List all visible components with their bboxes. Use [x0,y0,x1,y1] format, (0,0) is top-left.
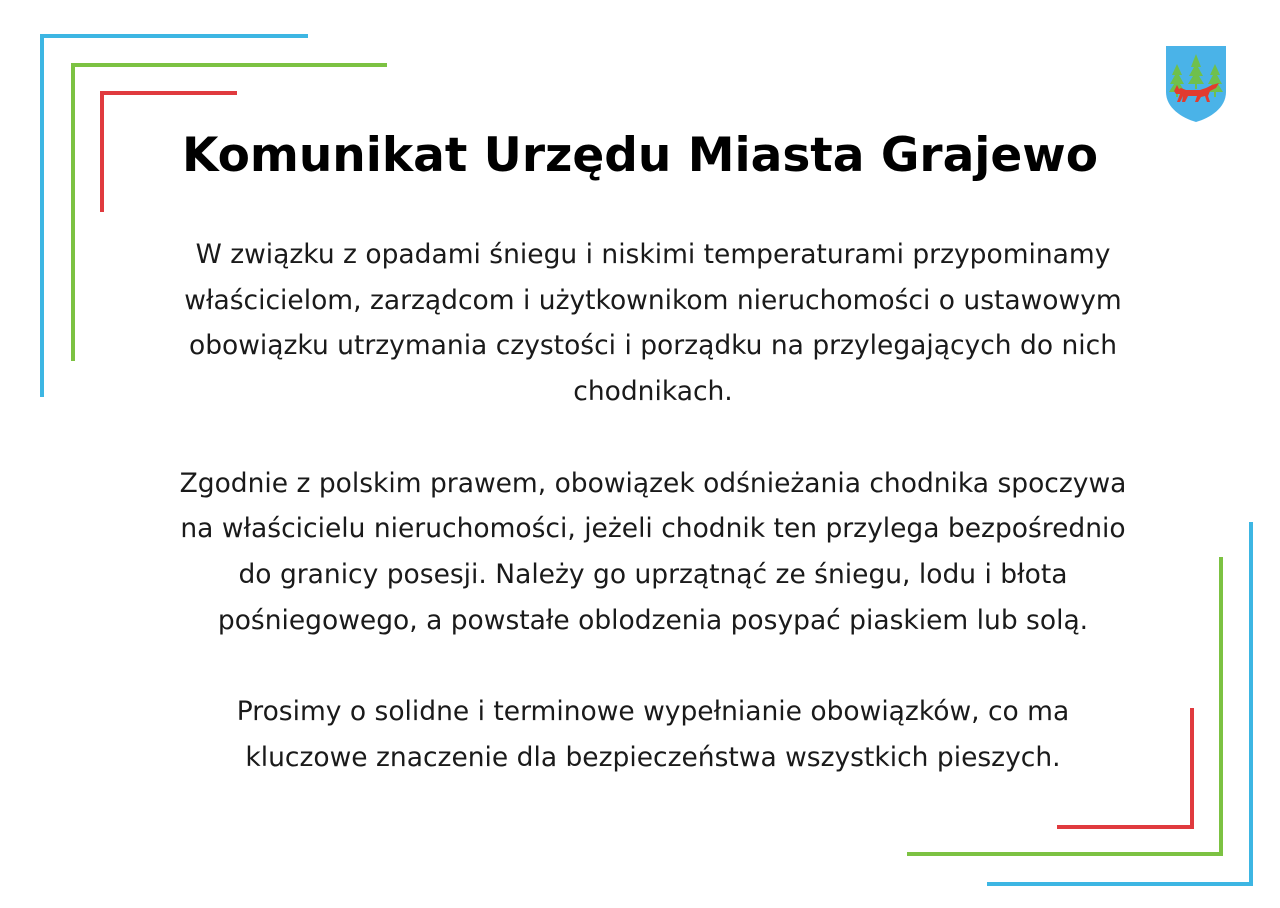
corner-frame-bottom-right-green-side [1219,557,1223,856]
corner-frame-bottom-right-blue-side [1249,522,1253,886]
page-title: Komunikat Urzędu Miasta Grajewo [181,128,1099,183]
announcement-paragraph-2: Zgodnie z polskim prawem, obowiązek odśnieżania chodnika spoczywa na właścicielu nieruchomości, jeżeli chodnik ten przylega bezpośrednio do granicy posesji. Należy go uprzątnąć ze śniegu, lodu i błota pośniegowego, a powstałe oblodzenia posypać piaskiem lub solą. [179,467,1127,636]
corner-frame-top-left-blue-top [40,34,308,38]
announcement-body [90,232,1216,780]
corner-frame-top-left-blue-side [40,34,44,397]
announcement-paragraph-1: W związku z opadami śniegu i niskimi temperaturami przypominamy właścicielom, zarządcom i użytkownikom nieruchomości o ustawowym obowiązku utrzymania czystości i porządku na przylegających do nich chodnikach. [184,239,1122,408]
corner-frame-top-left-green-top [71,63,387,67]
corner-frame-bottom-right-green-bottom [907,852,1223,856]
corner-frame-bottom-right-blue-bottom [987,882,1253,886]
announcement-paragraph-3: Prosimy o solidne i terminowe wypełnianie obowiązków, co ma kluczowe znaczenie dla bezpieczeństwa wszystkich pieszych. [236,696,1070,773]
corner-frame-top-left-red-top [100,91,237,95]
corner-frame-bottom-right-red-bottom [1057,825,1194,829]
grajewo-coat-of-arms-icon [1164,44,1228,124]
corner-frame-top-left-green-side [71,63,75,361]
